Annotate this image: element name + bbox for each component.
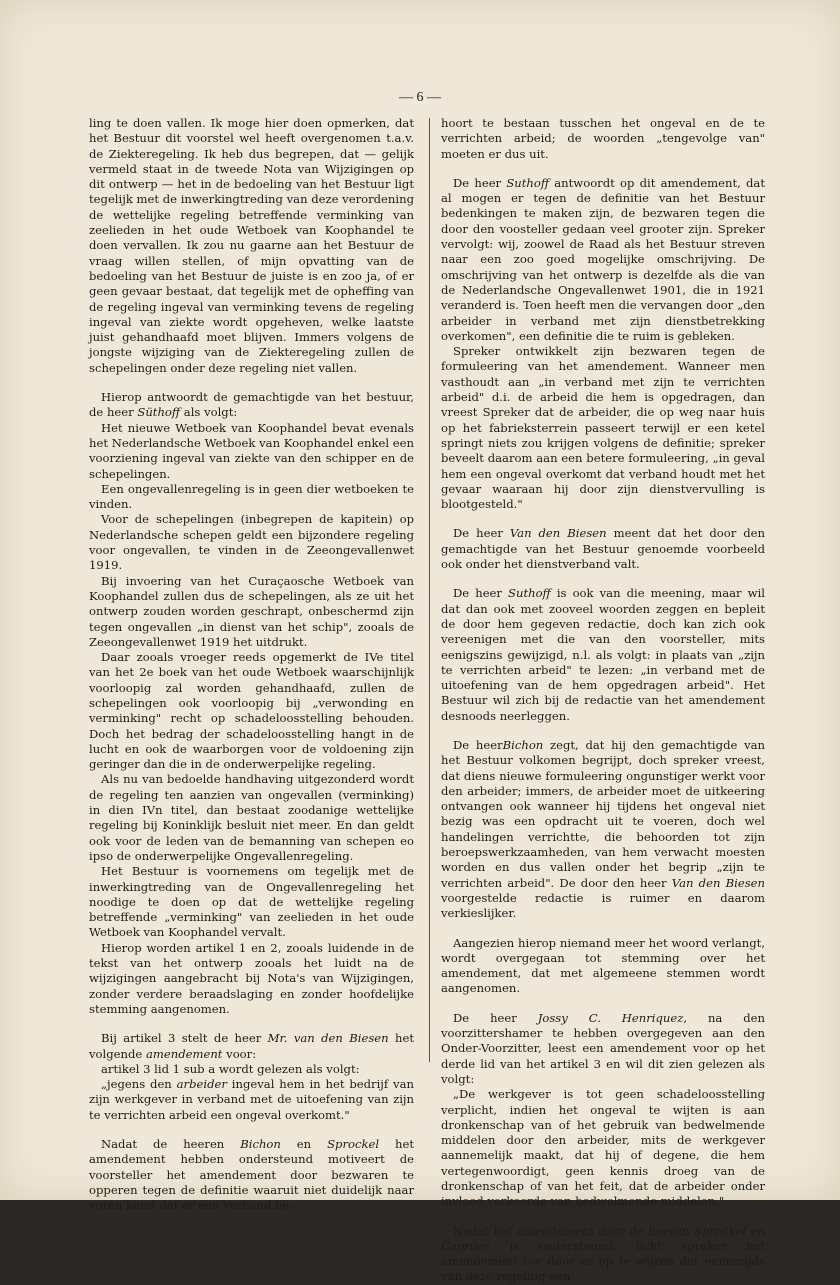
speaker-name: Sprockel: [694, 1223, 747, 1238]
paragraph: Nadat de heeren Bichon en Sprockel het amendement hebben ondersteund motiveert de voorsteller het amendement door bezwaren te opperen tegen de definitie waaruit niet duidelijk naar voren komt dat er een verband be-: [89, 1137, 414, 1213]
paragraph: Een ongevallenregeling is in geen dier wetboeken te vinden.: [89, 481, 414, 512]
quoted-amendment: „De werkgever is tot geen schadeloosstelling verplicht, indien het ongeval te wijten is aan dronkenschap van of het gebruik van bedwelmende middelen door den arbeider, mits de werkgever aannemelijk maakt, dat hij of degene, die hem vertegenwoordigt, geen kennis droeg van de dronkenschap of van het feit, dat de arbeider onder invloed verkeerde van bedwelmende middelen.": [441, 1087, 765, 1209]
page-number: — 6 —: [399, 90, 441, 105]
right-column: [441, 116, 765, 1285]
paragraph: Hierop antwoordt de gemachtigde van het bestuur, de heer Süthoff als volgt:: [89, 390, 414, 420]
paragraph: De heerBichon zegt, dat hij den gemachtigde van het Bestuur volkomen begrijpt, doch spreker vreest, dat diens nieuwe formuleering ongunstiger werkt voor den arbeider; immers, de arbeider moet de uitkeering ontvangen ook wanneer hij tijdens het ongeval niet bezig was een opdracht uit te voeren, doch wel handelingen verrichtte, die behoorden tot zijn beroepswerkzaamheden, van hem verwacht moesten worden en dus vallen onder het begrip „zijn te verrichten arbeid". De door den heer Van den Biesen voorgestelde redactie is ruimer en daarom verkieslijker.: [441, 737, 766, 921]
speaker-name: Bichon: [240, 1137, 281, 1151]
paragraph: Bij invoering van het Curaçaosche Wetboek van Koophandel zullen dus de schepelingen, als ze uit het ontwerp zouden worden geschrapt, onbeschermd zijn tegen ongevallen „in dienst van het schip", zooals de Zeeongevallenwet 1919 het uitdrukt.: [89, 573, 414, 649]
paragraph: Spreker ontwikkelt zijn bezwaren tegen de formuleering van het amendement. Wanneer men vasthoudt aan „in verband met zijn te verrichten arbeid" d.i. de arbeid die hem is opgedragen, dan vreest Spreker dat de arbeider, die op weg naar huis op het fabrieksterrein passeert terwijl er een ketel springt niets zou krijgen volgens de definitie; spreker beveelt daarom aan een betere formuleering, „in geval hem een ongeval overkomt dat verband houdt met het gevaar waaraan hij door zijn dienstvervulling is blootgesteld.": [441, 344, 765, 512]
paragraph: De heer Suthoff antwoordt op dit amendement, dat al mogen er tegen de definitie van het Bestuur bedenkingen te maken zijn, de bezwaren tegen die door den voosteller gedaan veel grooter zijn. Spreker vervolgt: wij, zoowel de Raad als het Bestuur streven naar een zoo goed mogelijke omschrijving. De omschrijving van het ontwerp is dezelfde als die van de Nederlandsche Ongevallenwet 1901, die in 1921 veranderd is. Toen heeft men die vervangen door „den arbeider in verband met zijn dienstbetrekking overkomen", een definitie die te ruim is gebleken.: [441, 175, 765, 343]
paragraph: Aangezien hierop niemand meer het woord verlangt, wordt overgegaan tot stemming over het amendement, dat met algemeene stemmen wordt aangenomen.: [441, 935, 765, 996]
speaker-name: Suthoff: [506, 175, 550, 190]
speaker-name: Capriles: [441, 1238, 490, 1253]
paragraph: Het Bestuur is voornemens om tegelijk met de inwerkingtreding van de Ongevallenregeling het noodige te doen op dat de wettelijke regeling betreffende „verminking" van zeelieden in het oude Wetboek van Koophandel vervalt.: [89, 864, 414, 940]
paragraph: ling te doen vallen. Ik moge hier doen opmerken, dat het Bestuur dit voorstel wel heeft overgenomen t.a.v. de Ziekteregeling. Ik heb dus begrepen, dat — gelijk vermeld staat in de tweede Nota van Wijzigingen op dit ontwerp — het in de bedoeling van het Bestuur ligt tegelijk met de inwerkingtreding van deze verordening de wettelijke regeling betreffende verminking van zeelieden in het oude Wetboek van Koophandel te doen vervallen. Ik zou nu gaarne aan het Bestuur de vraag willen stellen, of mijn opvatting van de bedoeling van het Bestuur de juiste is en zoo ja, of er geen gevaar bestaat, dat tegelijk met de opheffing van de regeling ingeval van verminking tevens de regeling ingeval van ziekte wordt opgeheven, welke laatste juist gehandhaafd moet blijven. Immers volgens de jongste wijziging van de Ziekteregeling zullen de schepelingen onder deze regeling niet vallen.: [89, 116, 414, 375]
speaker-name: Jossy C. Henriquez: [537, 1010, 684, 1025]
speaker-name: Bichon: [502, 737, 544, 752]
paragraph: artikel 3 lid 1 sub a wordt gelezen als volgt:: [101, 1061, 360, 1076]
paragraph: Nadat het amendement door de heeren Sprockel en Capriles is ondersteund, licht spreker het amendement toe door er op te wijzen dat eenerzijds van deze regeling een: [441, 1223, 765, 1284]
paragraph: Als nu van bedoelde handhaving uitgezonderd wordt de regeling ten aanzien van ongevallen (verminking) in dien IVn titel, dan bestaat zoodanige wettelijke regeling bij Koninklijk besluit niet meer. En dan geldt ook voor de leden van de bemanning van schepen eo ipso de onderwerpelijke Ongevallenregeling.: [89, 772, 414, 863]
speaker-name: Mr. van den Biesen: [267, 1031, 389, 1046]
paragraph: De heer Van den Biesen meent dat het door den gemachtigde van het Bestuur genoemde voorbeeld ook onder het dienstverband valt.: [441, 526, 765, 572]
speaker-name: Süthoff: [137, 405, 181, 420]
speaker-name: Van den Biesen: [509, 526, 607, 541]
paragraph: Hierop worden artikel 1 en 2, zooals luidende in de tekst van het ontwerp zooals het luidt na de wijzigingen aangebracht bij Nota's van Wijzigingen, zonder verdere beraadslaging en zonder hoofdelijke stemming aangenomen.: [89, 940, 414, 1016]
speaker-name: Van den Biesen: [671, 875, 765, 890]
paragraph: Daar zooals vroeger reeds opgemerkt de IVe titel van het 2e boek van het oude Wetboek waarschijnlijk voorloopig zal worden gehandhaafd, zullen de schepelingen ook voorloopig bij „verwonding en verminking" recht op schadeloosstelling behouden. Doch het bedrag der schadeloosstelling hangt in de lucht en ook de waarborgen voor de voldoening zijn geringer dan die in de onderwerpelijke regeling.: [89, 650, 414, 772]
paragraph: De heer Suthoff is ook van die meening, maar wil dat dan ook met zooveel woorden zeggen en bepleit de door hem gegeven redactie, doch kan zich ook vereenigen met die van den voorsteller, mits eenigszins gewijzigd, n.l. als volgt: in plaats van „zijn te verrichten arbeid" te lezen: „in verband met de uitoefening van de hem opgedragen arbeid". Het Bestuur wil zich bij de redactie van het amendement desnoods neerleggen.: [441, 586, 765, 723]
left-column: [89, 116, 414, 1213]
paragraph: Voor de schepelingen (inbegrepen de kapitein) op Nederlandsche schepen geldt een bijzondere regeling voor ongevallen, te vinden in de Zeeongevallenwet 1919.: [89, 512, 414, 573]
paragraph: De heer Jossy C. Henriquez, na den voorzittershamer te hebben overgegeven aan den Onder-Voorzitter, leest een amendement voor op het derde lid van het artikel 3 en wil dit zien gelezen als volgt:: [441, 1010, 765, 1086]
speaker-name: Suthoff: [508, 586, 551, 601]
paragraph: Het nieuwe Wetboek van Koophandel bevat evenals het Nederlandsche Wetboek van Koophandel enkel een voorziening ingeval van ziekte van den schipper en de schepelingen.: [89, 420, 414, 481]
paragraph: Bij artikel 3 stelt de heer Mr. van den Biesen het volgende amendement voor:: [89, 1031, 414, 1061]
paragraph: hoort te bestaan tusschen het ongeval en de te verrichten arbeid; de woorden „tengevolge van" moeten er dus uit.: [441, 116, 765, 161]
column-divider: [429, 118, 430, 1062]
quoted-amendment: „jegens den arbeider ingeval hem in het bedrijf van zijn werkgever in verband met de uitoefening van zijn te verrichten arbeid een ongeval overkomt.": [89, 1077, 414, 1122]
speaker-name: Sprockel: [327, 1137, 380, 1151]
